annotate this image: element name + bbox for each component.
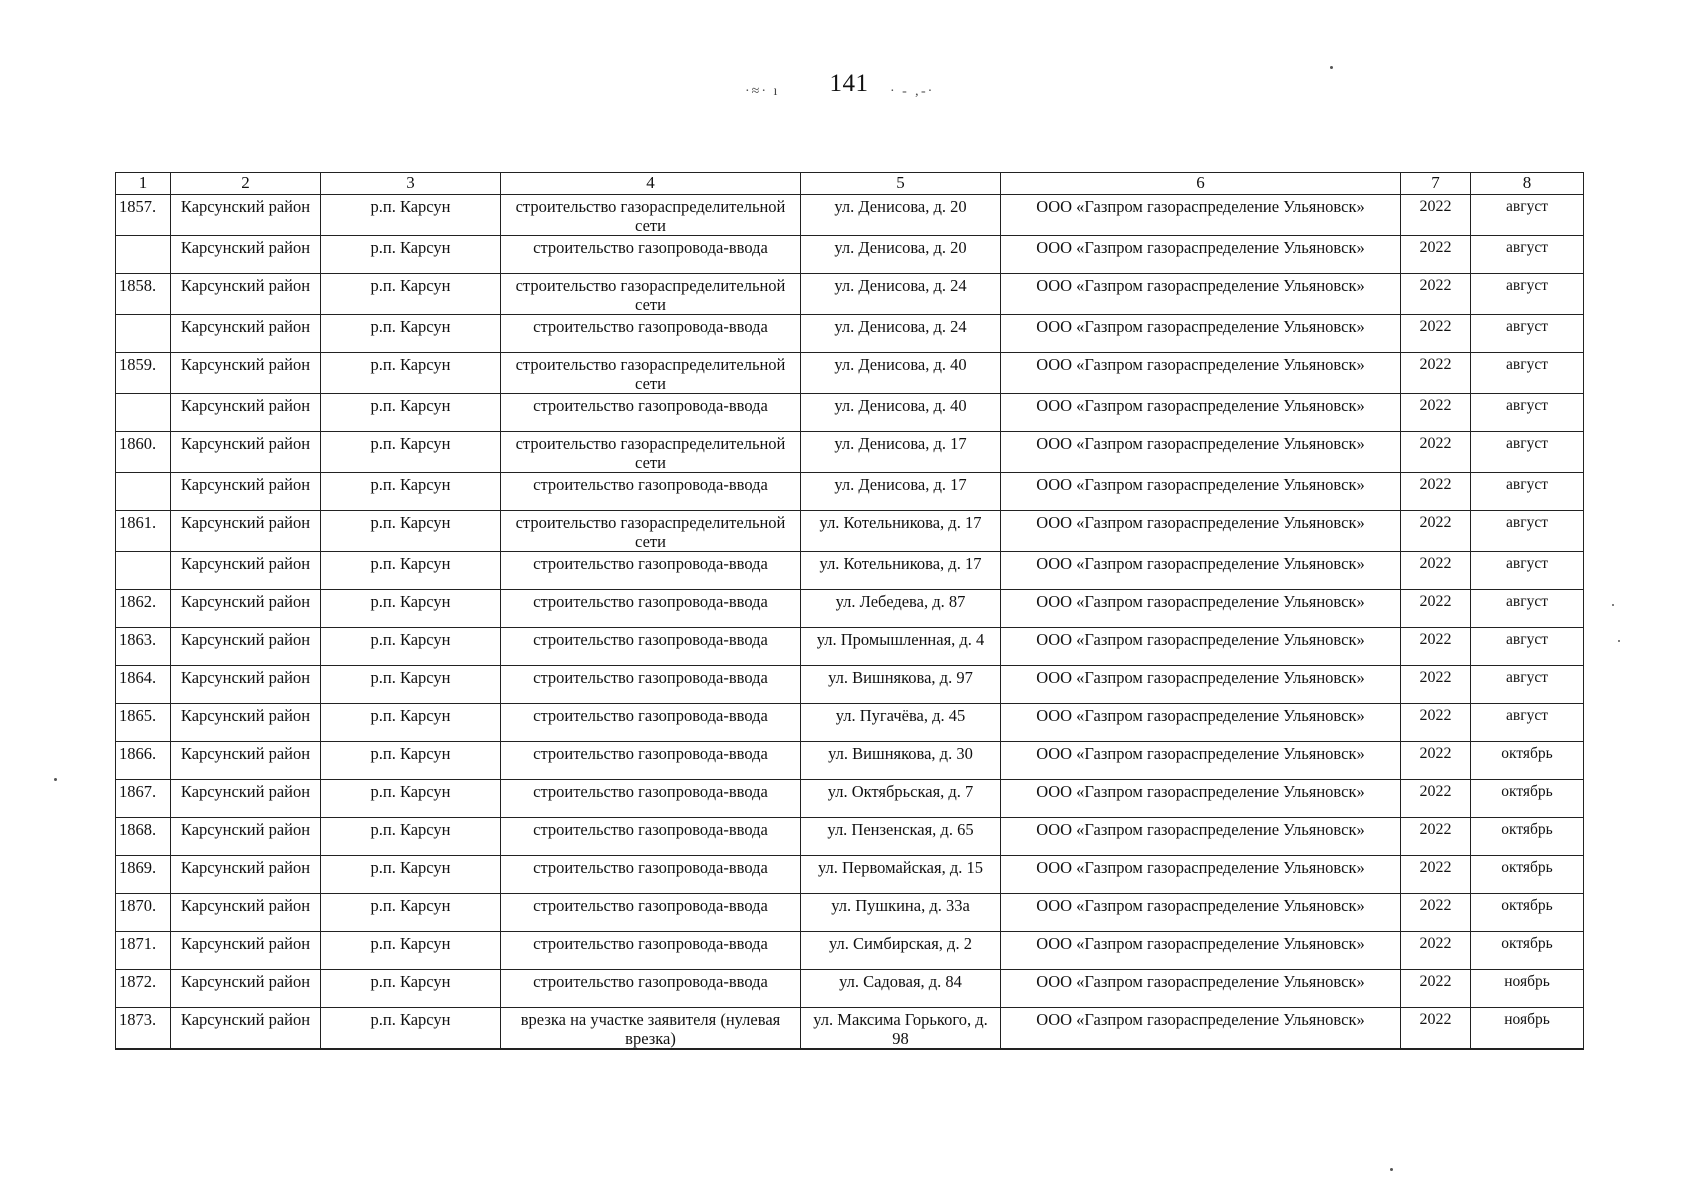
organization-cell: ООО «Газпром газораспределение Ульяновск» [1001, 628, 1401, 666]
month-cell: ноябрь [1471, 970, 1584, 1008]
year-cell: 2022 [1401, 511, 1471, 552]
address-cell: ул. Лебедева, д. 87 [801, 590, 1001, 628]
month-cell: октябрь [1471, 856, 1584, 894]
table-row [116, 780, 1584, 818]
district-cell: Карсунский район [171, 856, 321, 894]
register-table-body [116, 173, 1584, 1050]
district-cell: Карсунский район [171, 552, 321, 590]
scan-speck [1618, 640, 1620, 642]
settlement-cell: р.п. Карсун [321, 473, 501, 511]
settlement-cell: р.п. Карсун [321, 236, 501, 274]
organization-cell: ООО «Газпром газораспределение Ульяновск» [1001, 590, 1401, 628]
month-cell: октябрь [1471, 742, 1584, 780]
table-row [116, 894, 1584, 932]
settlement-cell: р.п. Карсун [321, 394, 501, 432]
year-cell: 2022 [1401, 394, 1471, 432]
table-header-row [116, 173, 1584, 195]
district-cell: Карсунский район [171, 353, 321, 394]
month-cell: август [1471, 432, 1584, 473]
organization-cell: ООО «Газпром газораспределение Ульяновск» [1001, 353, 1401, 394]
work-type-cell: строительство газопровода-ввода [501, 628, 801, 666]
column-header: 4 [501, 173, 801, 195]
district-cell: Карсунский район [171, 394, 321, 432]
column-header: 7 [1401, 173, 1471, 195]
address-cell: ул. Симбирская, д. 2 [801, 932, 1001, 970]
settlement-cell: р.п. Карсун [321, 511, 501, 552]
district-cell: Карсунский район [171, 932, 321, 970]
work-type-cell: строительство газораспределительной сети [501, 432, 801, 473]
year-cell: 2022 [1401, 780, 1471, 818]
row-number: 1864. [116, 666, 171, 704]
district-cell: Карсунский район [171, 274, 321, 315]
work-type-cell: строительство газопровода-ввода [501, 894, 801, 932]
address-cell: ул. Денисова, д. 17 [801, 473, 1001, 511]
row-number: 1861. [116, 511, 171, 552]
work-type-cell: строительство газораспределительной сети [501, 195, 801, 236]
year-cell: 2022 [1401, 432, 1471, 473]
row-number: 1866. [116, 742, 171, 780]
settlement-cell: р.п. Карсун [321, 552, 501, 590]
organization-cell: ООО «Газпром газораспределение Ульяновск» [1001, 780, 1401, 818]
register-table [115, 172, 1584, 1050]
district-cell: Карсунский район [171, 1008, 321, 1050]
address-cell: ул. Садовая, д. 84 [801, 970, 1001, 1008]
organization-cell: ООО «Газпром газораспределение Ульяновск» [1001, 432, 1401, 473]
settlement-cell: р.п. Карсун [321, 818, 501, 856]
year-cell: 2022 [1401, 274, 1471, 315]
table-row [116, 856, 1584, 894]
district-cell: Карсунский район [171, 894, 321, 932]
address-cell: ул. Пугачёва, д. 45 [801, 704, 1001, 742]
work-type-cell: строительство газораспределительной сети [501, 274, 801, 315]
district-cell: Карсунский район [171, 473, 321, 511]
row-number [116, 315, 171, 353]
column-header: 8 [1471, 173, 1584, 195]
table-row [116, 704, 1584, 742]
organization-cell: ООО «Газпром газораспределение Ульяновск» [1001, 315, 1401, 353]
month-cell: октябрь [1471, 818, 1584, 856]
organization-cell: ООО «Газпром газораспределение Ульяновск» [1001, 195, 1401, 236]
work-type-cell: строительство газопровода-ввода [501, 704, 801, 742]
organization-cell: ООО «Газпром газораспределение Ульяновск» [1001, 894, 1401, 932]
year-cell: 2022 [1401, 970, 1471, 1008]
month-cell: август [1471, 353, 1584, 394]
year-cell: 2022 [1401, 590, 1471, 628]
district-cell: Карсунский район [171, 704, 321, 742]
table-row [116, 236, 1584, 274]
settlement-cell: р.п. Карсун [321, 315, 501, 353]
year-cell: 2022 [1401, 628, 1471, 666]
organization-cell: ООО «Газпром газораспределение Ульяновск» [1001, 666, 1401, 704]
scan-speck [1390, 1168, 1393, 1171]
table-row [116, 274, 1584, 315]
year-cell: 2022 [1401, 932, 1471, 970]
address-cell: ул. Пушкина, д. 33а [801, 894, 1001, 932]
row-number: 1857. [116, 195, 171, 236]
year-cell: 2022 [1401, 473, 1471, 511]
table-row [116, 590, 1584, 628]
month-cell: ноябрь [1471, 1008, 1584, 1050]
address-cell: ул. Денисова, д. 40 [801, 353, 1001, 394]
organization-cell: ООО «Газпром газораспределение Ульяновск» [1001, 473, 1401, 511]
settlement-cell: р.п. Карсун [321, 970, 501, 1008]
district-cell: Карсунский район [171, 970, 321, 1008]
table-row [116, 628, 1584, 666]
organization-cell: ООО «Газпром газораспределение Ульяновск» [1001, 742, 1401, 780]
work-type-cell: строительство газопровода-ввода [501, 970, 801, 1008]
district-cell: Карсунский район [171, 195, 321, 236]
year-cell: 2022 [1401, 704, 1471, 742]
settlement-cell: р.п. Карсун [321, 666, 501, 704]
month-cell: август [1471, 511, 1584, 552]
address-cell: ул. Октябрьская, д. 7 [801, 780, 1001, 818]
row-number: 1862. [116, 590, 171, 628]
settlement-cell: р.п. Карсун [321, 1008, 501, 1050]
work-type-cell: строительство газопровода-ввода [501, 590, 801, 628]
address-cell: ул. Денисова, д. 17 [801, 432, 1001, 473]
settlement-cell: р.п. Карсун [321, 195, 501, 236]
table-row [116, 818, 1584, 856]
month-cell: август [1471, 590, 1584, 628]
organization-cell: ООО «Газпром газораспределение Ульяновск» [1001, 274, 1401, 315]
settlement-cell: р.п. Карсун [321, 274, 501, 315]
row-number: 1873. [116, 1008, 171, 1050]
table-row [116, 473, 1584, 511]
settlement-cell: р.п. Карсун [321, 894, 501, 932]
work-type-cell: строительство газораспределительной сети [501, 511, 801, 552]
month-cell: август [1471, 473, 1584, 511]
settlement-cell: р.п. Карсун [321, 432, 501, 473]
district-cell: Карсунский район [171, 315, 321, 353]
year-cell: 2022 [1401, 195, 1471, 236]
year-cell: 2022 [1401, 236, 1471, 274]
row-number: 1865. [116, 704, 171, 742]
district-cell: Карсунский район [171, 742, 321, 780]
row-number [116, 552, 171, 590]
page-number: 141 [829, 70, 869, 97]
address-cell: ул. Денисова, д. 20 [801, 236, 1001, 274]
scan-marks-left: ·≈· ı [745, 84, 780, 99]
work-type-cell: строительство газопровода-ввода [501, 932, 801, 970]
settlement-cell: р.п. Карсун [321, 780, 501, 818]
month-cell: октябрь [1471, 780, 1584, 818]
table-row [116, 1008, 1584, 1050]
organization-cell: ООО «Газпром газораспределение Ульяновск» [1001, 394, 1401, 432]
month-cell: август [1471, 274, 1584, 315]
table-row [116, 666, 1584, 704]
address-cell: ул. Вишнякова, д. 30 [801, 742, 1001, 780]
month-cell: август [1471, 394, 1584, 432]
work-type-cell: строительство газопровода-ввода [501, 818, 801, 856]
work-type-cell: строительство газопровода-ввода [501, 552, 801, 590]
address-cell: ул. Денисова, д. 40 [801, 394, 1001, 432]
column-header: 6 [1001, 173, 1401, 195]
row-number [116, 236, 171, 274]
organization-cell: ООО «Газпром газораспределение Ульяновск» [1001, 511, 1401, 552]
settlement-cell: р.п. Карсун [321, 742, 501, 780]
district-cell: Карсунский район [171, 666, 321, 704]
table-row [116, 970, 1584, 1008]
table-row [116, 394, 1584, 432]
year-cell: 2022 [1401, 742, 1471, 780]
address-cell: ул. Котельникова, д. 17 [801, 511, 1001, 552]
column-header: 1 [116, 173, 171, 195]
address-cell: ул. Вишнякова, д. 97 [801, 666, 1001, 704]
month-cell: август [1471, 315, 1584, 353]
work-type-cell: строительство газопровода-ввода [501, 780, 801, 818]
district-cell: Карсунский район [171, 628, 321, 666]
year-cell: 2022 [1401, 666, 1471, 704]
year-cell: 2022 [1401, 1008, 1471, 1050]
work-type-cell: строительство газопровода-ввода [501, 315, 801, 353]
work-type-cell: строительство газопровода-ввода [501, 394, 801, 432]
row-number: 1858. [116, 274, 171, 315]
table-row [116, 552, 1584, 590]
row-number: 1871. [116, 932, 171, 970]
row-number: 1860. [116, 432, 171, 473]
settlement-cell: р.п. Карсун [321, 704, 501, 742]
work-type-cell: строительство газораспределительной сети [501, 353, 801, 394]
month-cell: август [1471, 195, 1584, 236]
month-cell: август [1471, 666, 1584, 704]
district-cell: Карсунский район [171, 432, 321, 473]
row-number: 1863. [116, 628, 171, 666]
scan-speck [1330, 66, 1333, 69]
month-cell: октябрь [1471, 932, 1584, 970]
work-type-cell: строительство газопровода-ввода [501, 473, 801, 511]
work-type-cell: строительство газопровода-ввода [501, 236, 801, 274]
year-cell: 2022 [1401, 552, 1471, 590]
district-cell: Карсунский район [171, 511, 321, 552]
table-row [116, 315, 1584, 353]
work-type-cell: строительство газопровода-ввода [501, 742, 801, 780]
district-cell: Карсунский район [171, 236, 321, 274]
district-cell: Карсунский район [171, 590, 321, 628]
organization-cell: ООО «Газпром газораспределение Ульяновск» [1001, 932, 1401, 970]
address-cell: ул. Денисова, д. 24 [801, 274, 1001, 315]
address-cell: ул. Промышленная, д. 4 [801, 628, 1001, 666]
settlement-cell: р.п. Карсун [321, 628, 501, 666]
month-cell: октябрь [1471, 894, 1584, 932]
scan-speck [1612, 604, 1614, 606]
year-cell: 2022 [1401, 894, 1471, 932]
organization-cell: ООО «Газпром газораспределение Ульяновск» [1001, 552, 1401, 590]
table-row [116, 932, 1584, 970]
organization-cell: ООО «Газпром газораспределение Ульяновск» [1001, 1008, 1401, 1050]
address-cell: ул. Первомайская, д. 15 [801, 856, 1001, 894]
work-type-cell: строительство газопровода-ввода [501, 666, 801, 704]
scan-marks-right: · - ‚-· [890, 84, 935, 99]
row-number: 1867. [116, 780, 171, 818]
organization-cell: ООО «Газпром газораспределение Ульяновск» [1001, 818, 1401, 856]
column-header: 3 [321, 173, 501, 195]
settlement-cell: р.п. Карсун [321, 353, 501, 394]
organization-cell: ООО «Газпром газораспределение Ульяновск» [1001, 704, 1401, 742]
address-cell: ул. Денисова, д. 20 [801, 195, 1001, 236]
address-cell: ул. Максима Горького, д. 98 [801, 1008, 1001, 1050]
month-cell: август [1471, 628, 1584, 666]
row-number: 1859. [116, 353, 171, 394]
row-number: 1872. [116, 970, 171, 1008]
work-type-cell: врезка на участке заявителя (нулевая врезка) [501, 1008, 801, 1050]
organization-cell: ООО «Газпром газораспределение Ульяновск» [1001, 970, 1401, 1008]
address-cell: ул. Пензенская, д. 65 [801, 818, 1001, 856]
year-cell: 2022 [1401, 818, 1471, 856]
settlement-cell: р.п. Карсун [321, 932, 501, 970]
organization-cell: ООО «Газпром газораспределение Ульяновск» [1001, 856, 1401, 894]
scan-speck [54, 778, 57, 781]
table-row [116, 742, 1584, 780]
work-type-cell: строительство газопровода-ввода [501, 856, 801, 894]
row-number [116, 394, 171, 432]
district-cell: Карсунский район [171, 780, 321, 818]
month-cell: август [1471, 704, 1584, 742]
column-header: 2 [171, 173, 321, 195]
table-row [116, 432, 1584, 473]
settlement-cell: р.п. Карсун [321, 590, 501, 628]
year-cell: 2022 [1401, 315, 1471, 353]
organization-cell: ООО «Газпром газораспределение Ульяновск» [1001, 236, 1401, 274]
table-row [116, 195, 1584, 236]
table-row [116, 511, 1584, 552]
column-header: 5 [801, 173, 1001, 195]
year-cell: 2022 [1401, 856, 1471, 894]
table-row [116, 353, 1584, 394]
row-number: 1869. [116, 856, 171, 894]
address-cell: ул. Котельникова, д. 17 [801, 552, 1001, 590]
month-cell: август [1471, 236, 1584, 274]
month-cell: август [1471, 552, 1584, 590]
row-number: 1868. [116, 818, 171, 856]
year-cell: 2022 [1401, 353, 1471, 394]
row-number: 1870. [116, 894, 171, 932]
district-cell: Карсунский район [171, 818, 321, 856]
row-number [116, 473, 171, 511]
settlement-cell: р.п. Карсун [321, 856, 501, 894]
address-cell: ул. Денисова, д. 24 [801, 315, 1001, 353]
